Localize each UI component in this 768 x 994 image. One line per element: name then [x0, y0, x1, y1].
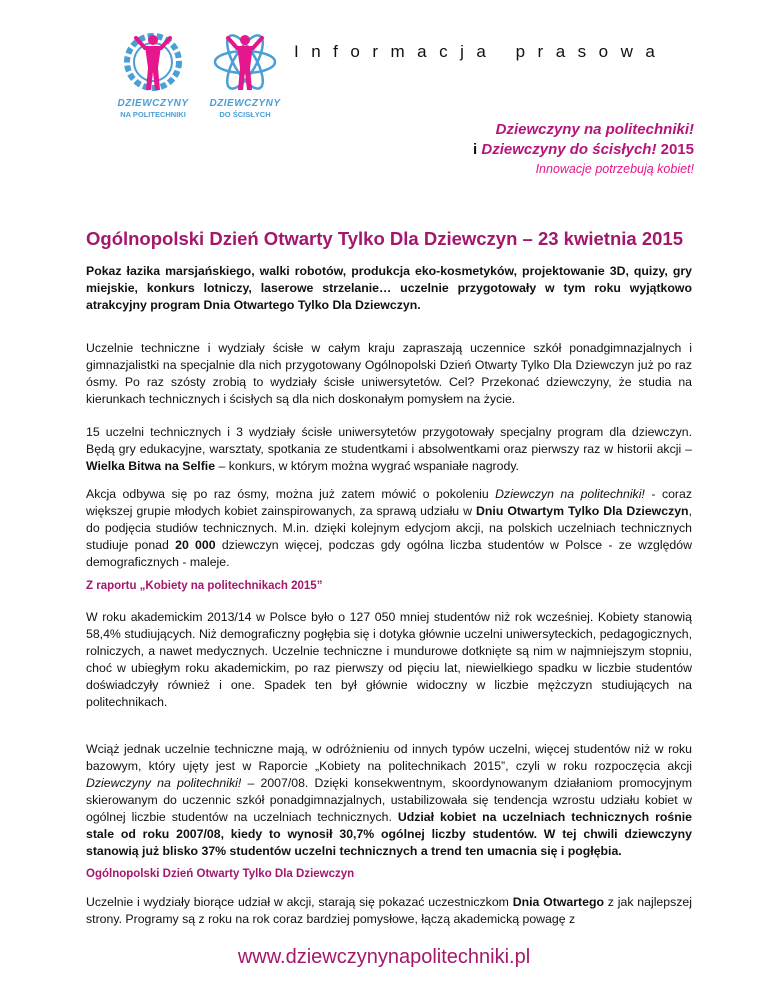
- p2-bold-b: Wielka Bitwa na Selfie: [86, 459, 216, 473]
- logo-dziewczyny-do-scislych: [204, 28, 286, 120]
- logo-dziewczyny-na-politechniki: [112, 28, 194, 120]
- p5-italic-b: Dziewczyny na politechniki!: [86, 776, 242, 790]
- logo2-text-top: DZIEWCZYNY: [209, 98, 281, 109]
- p6-text-a: Uczelnie i wydziały biorące udział w akcji, starają się pokazać uczestniczkom: [86, 895, 513, 909]
- p3-text-a: Akcja odbywa się po raz ósmy, można już zatem mówić o pokoleniu: [86, 487, 496, 501]
- section-heading-report: Z raportu „Kobiety na politechnikach 2015”: [86, 580, 323, 592]
- p2-text-a: 15 uczelni technicznych i 3 wydziały ścisłe uniwersytetów przygotowały specjalny program dla dziewczyn. Będą gry edukacyjne, warsztaty, spotkania ze studentkami i absolwentkami oraz pierwszy raz w historii akcji –: [86, 425, 692, 456]
- paragraph-6: [86, 894, 692, 928]
- header-title: Informacja prasowa: [294, 42, 668, 61]
- tagline-3: Innowacje potrzebują kobiet!: [535, 162, 694, 176]
- logo1-text-bottom: NA POLITECHNIKI: [120, 110, 186, 119]
- p3-bold-f: 20 000: [175, 538, 216, 552]
- paragraph-3: [86, 486, 692, 571]
- logo1-text-top: DZIEWCZYNY: [117, 98, 189, 109]
- p5-bold-d: Udział kobiet na uczelniach technicznych rośnie stale od roku 2007/08, kiedy to wynosił 30,7% ogólnej liczby studentów. W tej chwili dziewczyny stanowią już blisko 37% studentów uczelni technicznych a trend ten umacnia się i pogłębia.: [86, 810, 692, 858]
- p3-text-c: - coraz większej grupie młodych kobiet zainspirowanych, za sprawą udziału w: [86, 487, 693, 518]
- p3-text-e: , do podjęcia studiów technicznych. M.in. dzięki kolejnym edycjom akcji, na polskich uczelniach technicznych studiuje ponad: [86, 504, 692, 552]
- p3-bold-d: Dniu Otwartym Tylko Dla Dziewczyn: [476, 504, 689, 518]
- tagline-2-year: 2015: [656, 141, 694, 158]
- p6-text-c: z jak najlepszej strony. Programy są z roku na rok coraz bardziej pomysłowe, łączą akademicką powagę z: [86, 895, 692, 926]
- main-title: Ogólnopolski Dzień Otwarty Tylko Dla Dziewczyn – 23 kwietnia 2015: [86, 228, 683, 249]
- p6-bold-b: Dnia Otwartego: [512, 895, 604, 909]
- p2-text-c: – konkurs, w którym można wygrać wspaniałe nagrody.: [215, 459, 519, 473]
- atom-figure-logo-icon: [204, 28, 286, 98]
- p5-text-a: Wciąż jednak uczelnie techniczne mają, w odróżnieniu od innych typów uczelni, więcej studentów niż w roku bazowym, który ujęty jest w Raporcie „Kobiety na politechnikach 2015”, czyli w roku rozpoczęcia akcji: [86, 742, 692, 773]
- section-heading-open-day: Ogólnopolski Dzień Otwarty Tylko Dla Dziewczyn: [86, 868, 355, 880]
- gear-figure-logo-icon: [112, 28, 194, 98]
- paragraph-5: [86, 741, 692, 860]
- lead-paragraph: Pokaz łazika marsjańskiego, walki robotów, produkcja eko-kosmetyków, projektowanie 3D, quizy, gry miejskie, konkurs lotniczy, laserowe strzelanie… uczelnie przygotowały w tym roku wyjątkowo atrakcyjny program Dnia Otwartego Tylko Dla Dziewczyn.: [86, 264, 692, 312]
- tagline-1: Dziewczyny na politechniki!: [495, 121, 694, 138]
- tagline-2-main: Dziewczyny do ścisłych!: [481, 141, 657, 158]
- tagline-2-prefix: i: [473, 141, 482, 158]
- paragraph-4: W roku akademickim 2013/14 w Polsce było o 127 050 mniej studentów niż rok wcześniej. Kobiety stanowią 58,4% studiujących. Niż demograficzny pogłębia się i dotyka głównie uczelni uniwersyteckich, pedagogicznych, rolniczych, a nawet medycznych. Uczelnie techniczne i mundurowe dotknięte są nim w najmniejszym stopniu, choć w ubiegłym roku akademickim, po raz pierwszy od pięciu lat, niewielkiego spadku w liczbie studentów doświadczyły również i one. Spadek ten był głównie widoczny w liczbie mężczyzn studiujących na politechnikach.: [86, 610, 692, 709]
- paragraph-1: Uczelnie techniczne i wydziały ścisłe w całym kraju zapraszają uczennice szkół ponadgimnazjalnych i gimnazjalistki na specjalnie dla nich przygotowany Ogólnopolski Dzień Otwarty Tylko Dla Dziewczyn już po raz ósmy. Po raz szósty zrobią to wydziały ścisłe uniwersytetów. Cel? Przekonać dziewczyny, że studia na kierunkach technicznych i ścisłych są dla nich doskonałym pomysłem na życie.: [86, 341, 692, 406]
- p3-text-g: dziewczyn więcej, podczas gdy ogólna liczba studentów w Polsce - ze względów demograficznych - maleje.: [86, 538, 692, 569]
- p3-italic-b: Dziewczyn na politechniki!: [495, 487, 645, 501]
- paragraph-2: [86, 424, 692, 475]
- logo2-text-bottom: DO ŚCISŁYCH: [219, 110, 271, 119]
- footer-website-link[interactable]: www.dziewczynynapolitechniki.pl: [237, 946, 531, 968]
- p5-text-c: – 2007/08. Dzięki konsekwentnym, skoordynowanym działaniom promocyjnym skierowanym do uczennic szkół ponadgimnazjalnych, ustabilizowała się tendencja wzrostu udziału kobiet w ogólnej liczbie studentów na uczelniach technicznych.: [86, 776, 692, 824]
- tagline-2: [473, 141, 694, 158]
